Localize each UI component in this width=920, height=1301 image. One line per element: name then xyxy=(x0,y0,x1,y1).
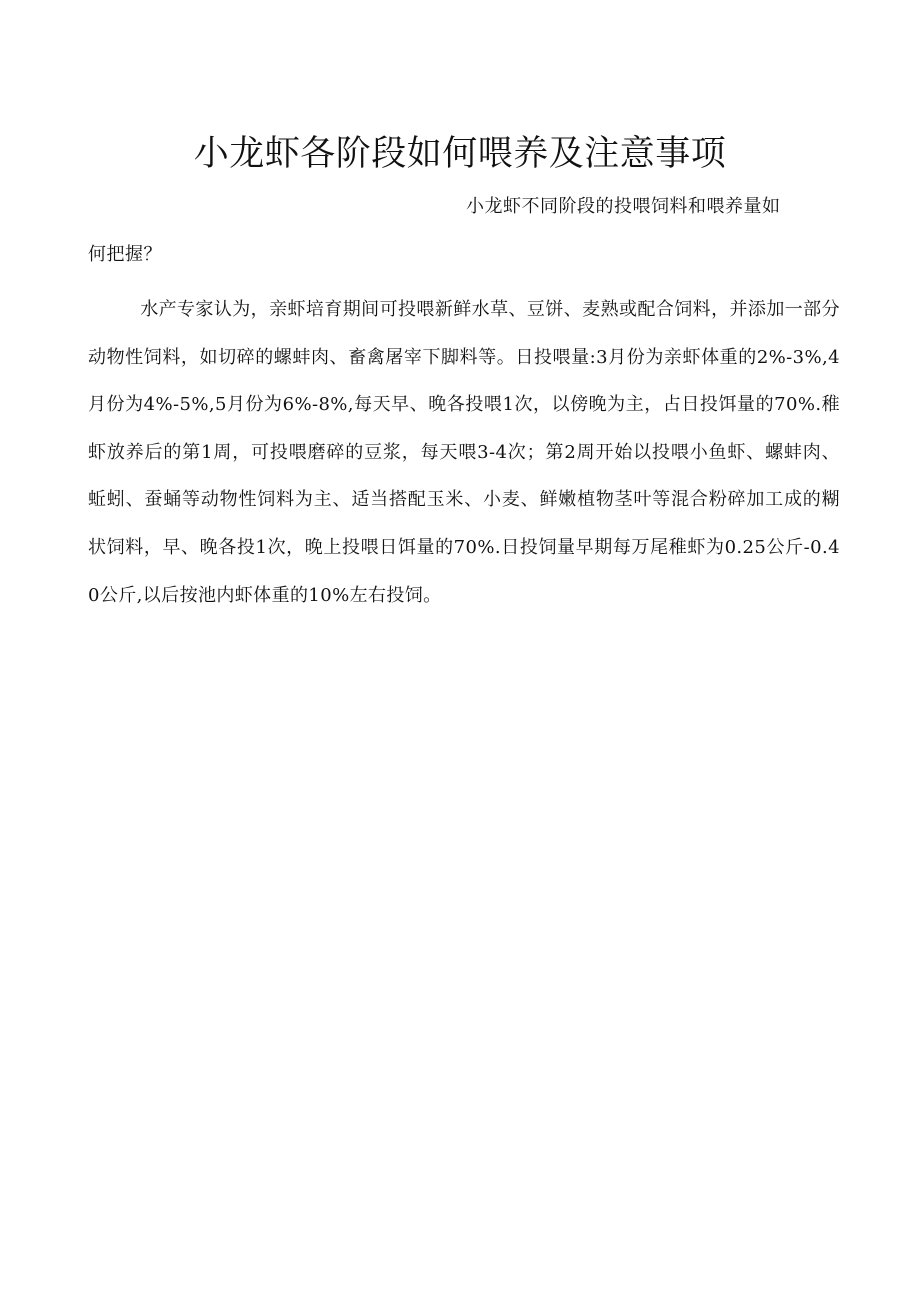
body-paragraph: 水产专家认为，亲虾培育期间可投喂新鲜水草、豆饼、麦熟或配合饲料，并添加一部分动物性饲料，如切碎的螺蚌肉、畜禽屠宰下脚料等。日投喂量:3月份为亲虾体重的2%-3%,4月份为4%-5%,5月份为6%-8%,每天早、晚各投喂1次，以傍晚为主，占日投饵量的70%.稚虾放养后的第1周，可投喂磨碎的豆浆，每天喂3-4次；第2周开始以投喂小鱼虾、螺蚌肉、蚯蚓、蚕蛹等动物性饲料为主、适当搭配玉米、小麦、鲜嫩植物茎叶等混合粉碎加工成的糊状饲料，早、晚各投1次，晚上投喂日饵量的70%.日投饲量早期每万尾稚虾为0.25公斤-0.40公斤,以后按池内虾体重的10%左右投饲。 xyxy=(88,299,840,606)
question-line-2: 何把握？ xyxy=(88,244,162,265)
question-line-1: 小龙虾不同阶段的投喂饲料和喂养量如 xyxy=(466,196,781,217)
document-title: 小龙虾各阶段如何喂养及注意事项 xyxy=(193,134,727,174)
